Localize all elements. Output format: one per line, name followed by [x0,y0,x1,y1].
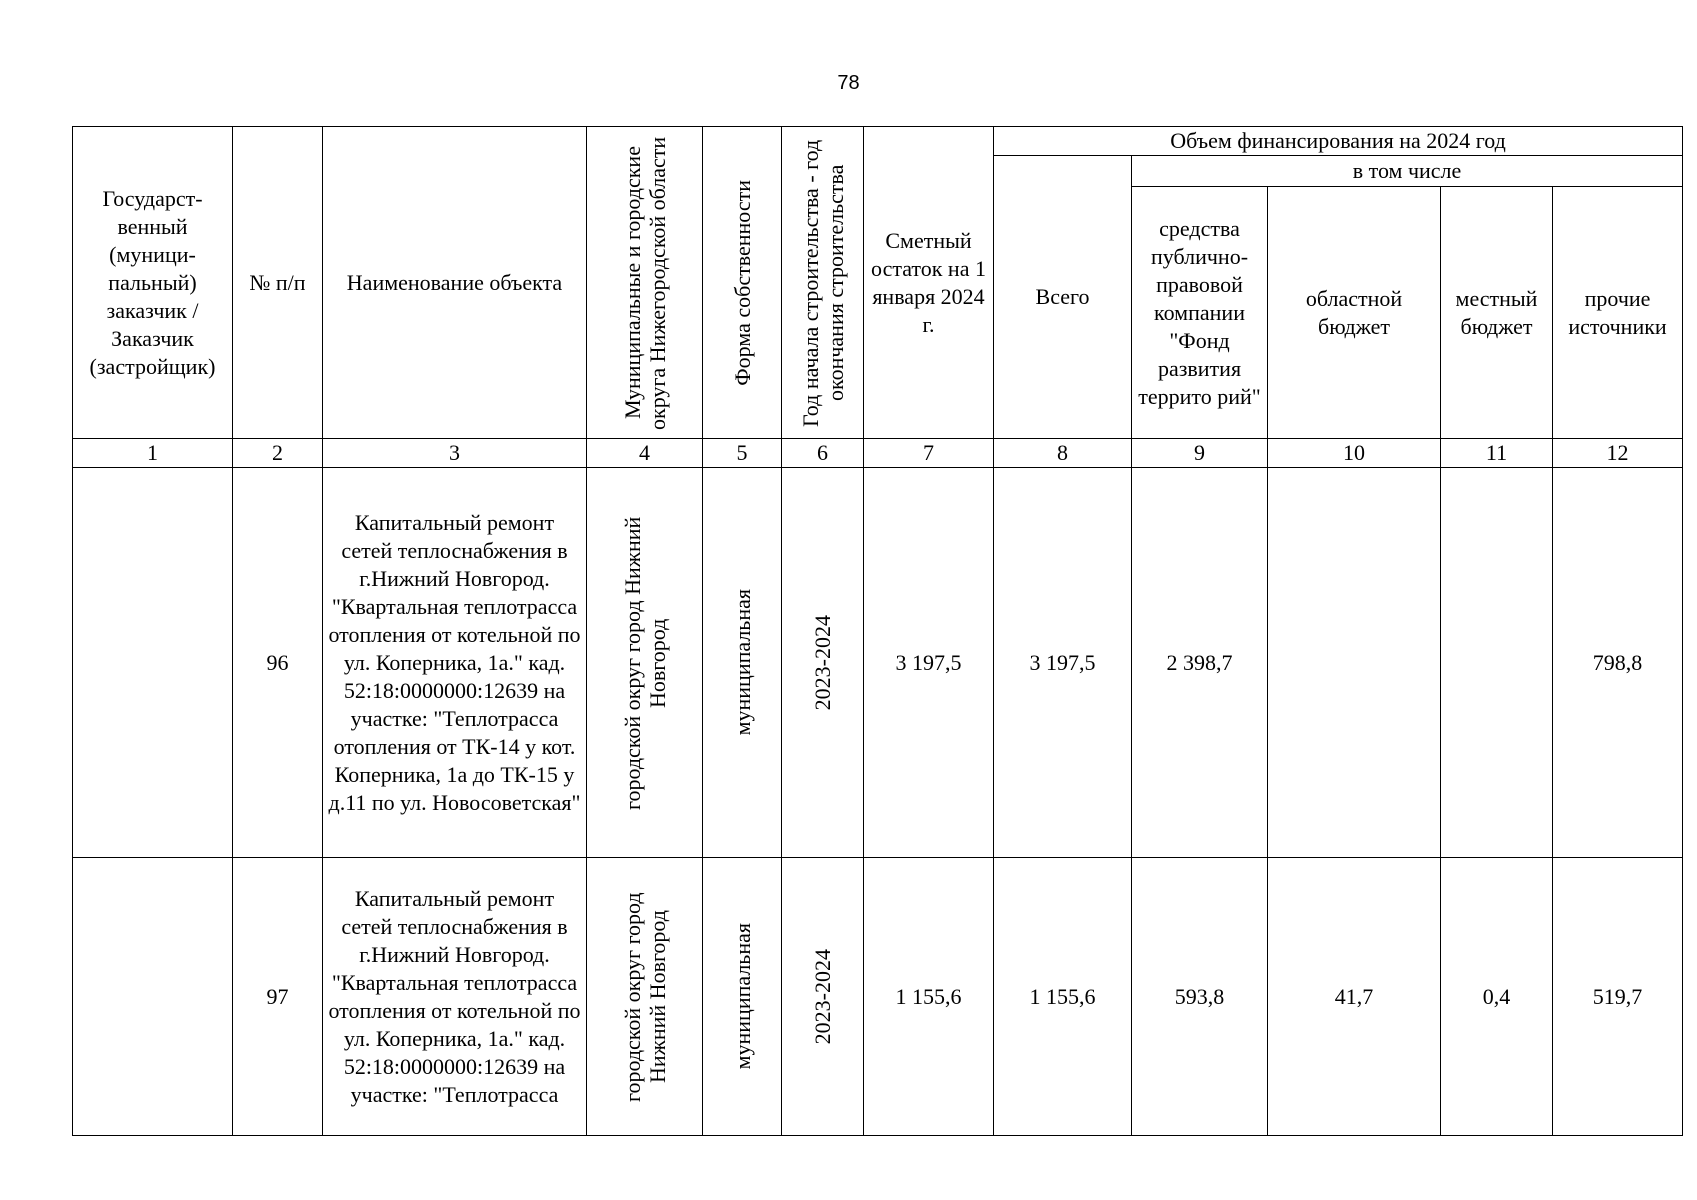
col-number: 5 [703,439,782,468]
header-total: Всего [994,156,1132,439]
row-regional: 41,7 [1268,858,1441,1136]
row-ownership: муниципальная [703,858,782,1136]
row-local: 0,4 [1441,858,1553,1136]
col-number: 8 [994,439,1132,468]
row-years: 2023-2024 [782,468,864,858]
row-object-name: Капитальный ремонт сетей теплоснабжения в г.Нижний Новгород. "Квартальная теплотрасса отопления от котельной по ул. Коперника, 1а." кад. 52:18:0000000:12639 на участке: "Теплотрасса [323,858,587,1136]
col-number: 7 [864,439,994,468]
row-estimate: 1 155,6 [864,858,994,1136]
row-total: 3 197,5 [994,468,1132,858]
row-customer [73,858,233,1136]
column-numbers-row [73,439,1683,468]
row-number: 97 [233,858,323,1136]
col-number: 3 [323,439,587,468]
header-district: Муниципальные и городские округа Нижегородской области [587,127,703,439]
header-ownership: Форма собственности [703,127,782,439]
col-number: 6 [782,439,864,468]
col-number: 4 [587,439,703,468]
table-row [73,858,1683,1136]
header-customer: Государст-венный (муници-пальный) заказчик / Заказчик (застройщик) [73,127,233,439]
col-number: 12 [1553,439,1683,468]
header-object-name: Наименование объекта [323,127,587,439]
row-customer [73,468,233,858]
header-estimate: Сметный остаток на 1 января 2024 г. [864,127,994,439]
col-number: 2 [233,439,323,468]
row-years: 2023-2024 [782,858,864,1136]
header-other: прочие источники [1553,187,1683,439]
row-district: городской округ город Нижний Новгород [587,468,703,858]
col-number: 1 [73,439,233,468]
header-including-group: в том числе [1132,156,1683,187]
row-other: 519,7 [1553,858,1683,1136]
col-number: 11 [1441,439,1553,468]
header-row-1 [73,127,1683,156]
row-other: 798,8 [1553,468,1683,858]
table-row [73,468,1683,858]
row-ownership: муниципальная [703,468,782,858]
header-financing-group: Объем финансирования на 2024 год [994,127,1683,156]
header-local: местный бюджет [1441,187,1553,439]
row-regional [1268,468,1441,858]
row-total: 1 155,6 [994,858,1132,1136]
financing-table [72,126,1683,1136]
header-number: № п/п [233,127,323,439]
header-regional: областной бюджет [1268,187,1441,439]
header-fund: средства публично-правовой компании "Фонд развития террито рий" [1132,187,1268,439]
col-number: 10 [1268,439,1441,468]
row-number: 96 [233,468,323,858]
row-estimate: 3 197,5 [864,468,994,858]
row-fund: 593,8 [1132,858,1268,1136]
row-fund: 2 398,7 [1132,468,1268,858]
row-object-name: Капитальный ремонт сетей теплоснабжения в г.Нижний Новгород. "Квартальная теплотрасса отопления от котельной по ул. Коперника, 1а." кад. 52:18:0000000:12639 на участке: "Теплотрасса отопления от ТК-14 у кот. Коперника, 1а до ТК-15 у д.11 по ул. Новосоветская" [323,468,587,858]
col-number: 9 [1132,439,1268,468]
header-years: Год начала строительства - год окончания строительства [782,127,864,439]
row-local [1441,468,1553,858]
row-district: городской округ город Нижний Новгород [587,858,703,1136]
page-number: 78 [837,72,860,94]
